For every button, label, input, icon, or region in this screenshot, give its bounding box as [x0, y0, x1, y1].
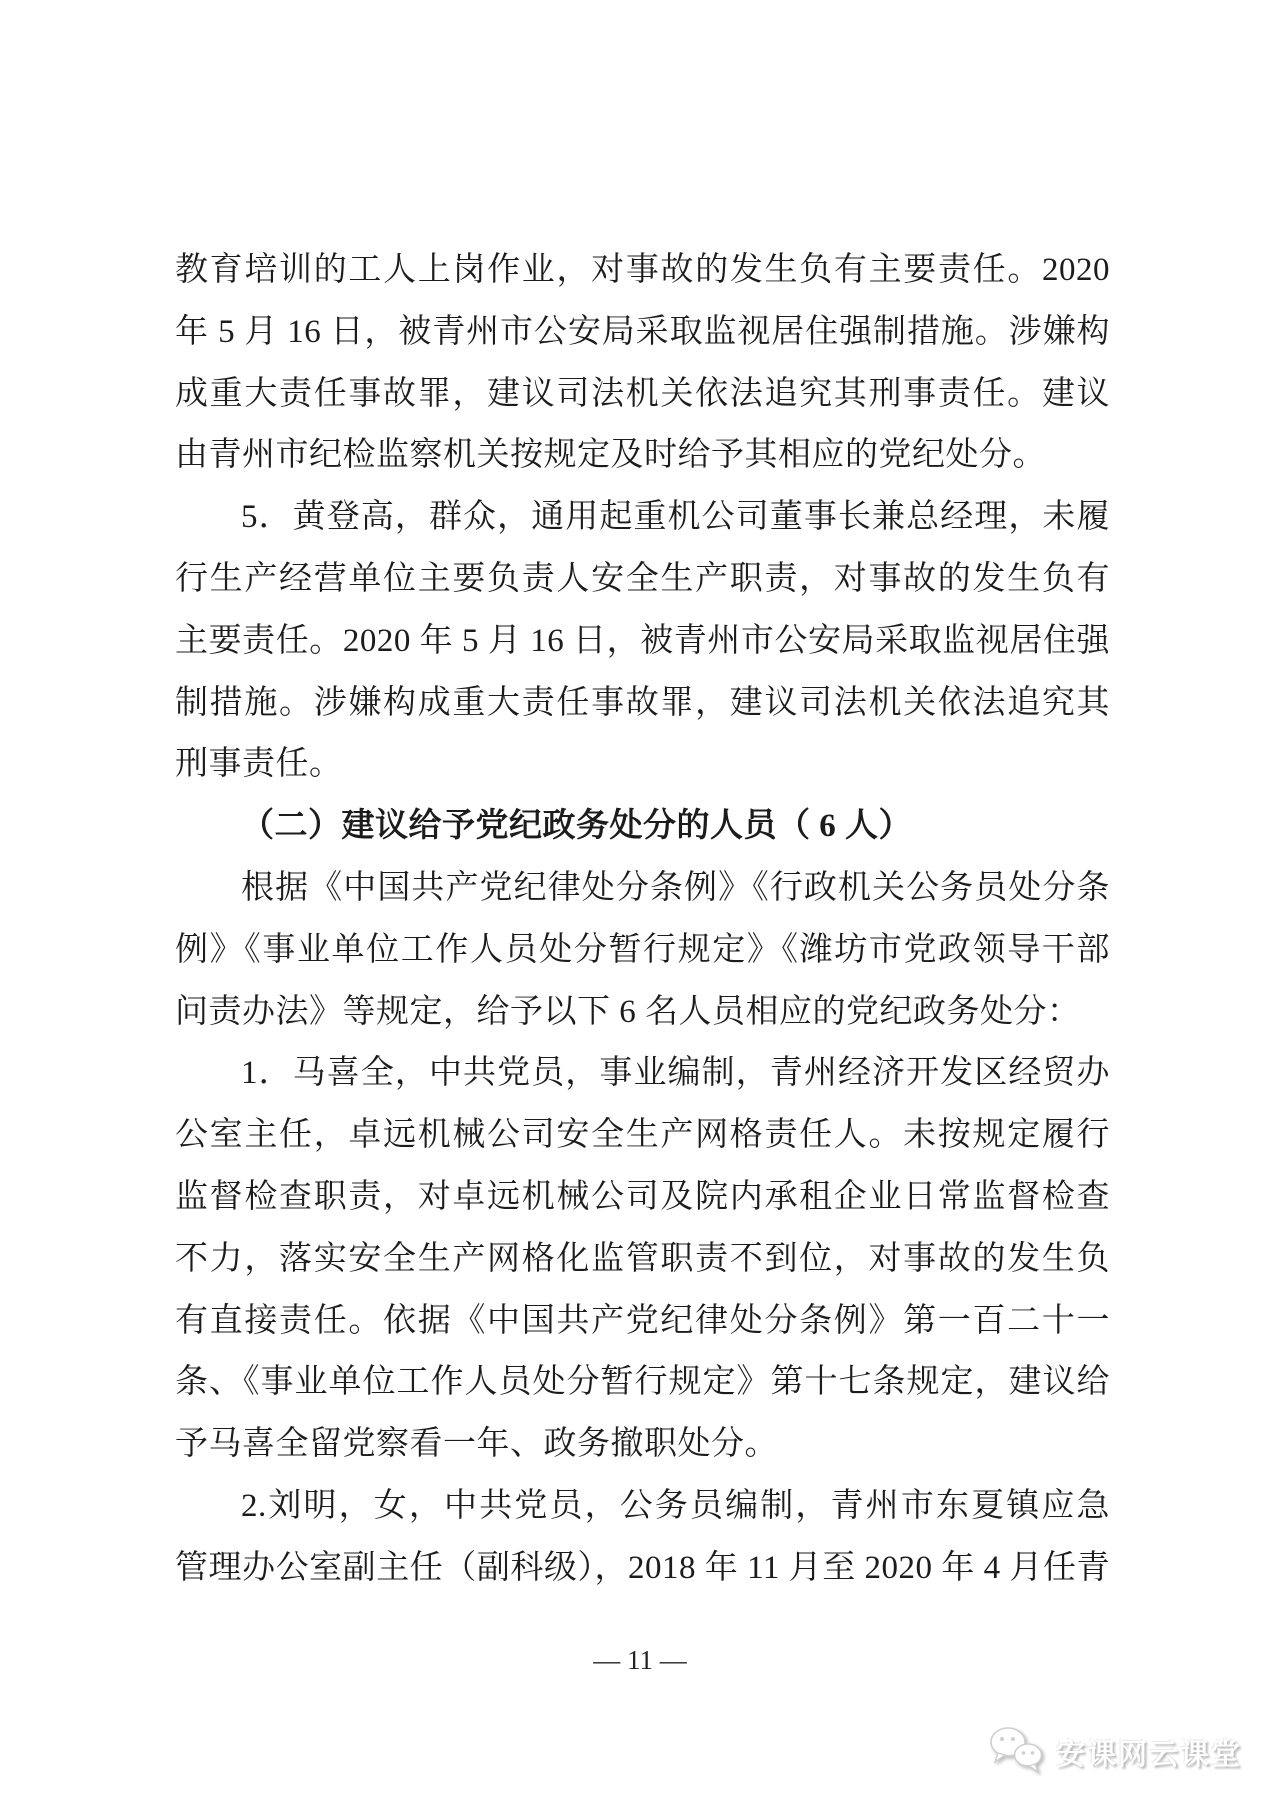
document-line-17: 不力，落实安全生产网格化监管职责不到位，对事故的发生负 [175, 1240, 1110, 1277]
document-line-19: 条、《事业单位工作人员处分暂行规定》第十七条规定，建议给 [175, 1364, 1110, 1401]
document-line-4: 由青州市纪检监察机关按规定及时给予其相应的党纪处分。 [175, 437, 1046, 474]
document-line-12: 例》《事业单位工作人员处分暂行规定》《潍坊市党政领导干部 [175, 931, 1110, 968]
document-line-20: 予马喜全留党察看一年、政务撤职处分。 [175, 1426, 778, 1463]
document-line-16: 监督检查职责，对卓远机械公司及院内承租企业日常监督检查 [175, 1178, 1110, 1215]
document-text-block [175, 240, 1110, 1600]
document-line-21: 2.刘明，女，中共党员，公务员编制，青州市东夏镇应急 [241, 1487, 1110, 1524]
document-line-7: 主要责任。2020 年 5 月 16 日，被青州市公安局采取监视居住强 [175, 622, 1110, 659]
document-line-15: 公室主任，卓远机械公司安全生产网格责任人。未按规定履行 [175, 1117, 1110, 1154]
watermark [988, 1726, 1242, 1779]
document-line-13: 问责办法》等规定，给予以下 6 名人员相应的党纪政务处分： [175, 993, 1081, 1030]
watermark-brand-text: 安课网云课堂 [1055, 1739, 1242, 1771]
document-line-1: 教育培训的工人上岗作业，对事故的发生负有主要责任。2020 [175, 252, 1110, 288]
document-line-22: 管理办公室副主任（副科级），2018 年 11 月至 2020 年 4 月任青 [175, 1549, 1110, 1586]
wechat-bubbles-icon [988, 1726, 1046, 1779]
document-line-3: 成重大责任事故罪，建议司法机关依法追究其刑事责任。建议 [175, 375, 1110, 412]
page-number: — 11 — [593, 1645, 687, 1675]
document-line-2: 年 5 月 16 日，被青州市公安局采取监视居住强制措施。涉嫌构 [175, 313, 1110, 350]
document-line-5: 5．黄登高，群众，通用起重机公司董事长兼总经理，未履 [241, 499, 1110, 536]
document-line-6: 行生产经营单位主要负责人安全生产职责，对事故的发生负有 [175, 560, 1110, 597]
document-line-11: 根据《中国共产党纪律处分条例》《行政机关公务员处分条 [241, 869, 1110, 906]
document-line-8: 制措施。涉嫌构成重大责任事故罪，建议司法机关依法追究其 [175, 684, 1110, 721]
document-line-10: （二）建议给予党纪政务处分的人员（ 6 人） [241, 808, 912, 845]
document-line-18: 有直接责任。依据《中国共产党纪律处分条例》第一百二十一 [175, 1302, 1110, 1339]
document-line-9: 刑事责任。 [175, 746, 343, 783]
document-line-14: 1．马喜全，中共党员，事业编制，青州经济开发区经贸办 [241, 1055, 1110, 1092]
